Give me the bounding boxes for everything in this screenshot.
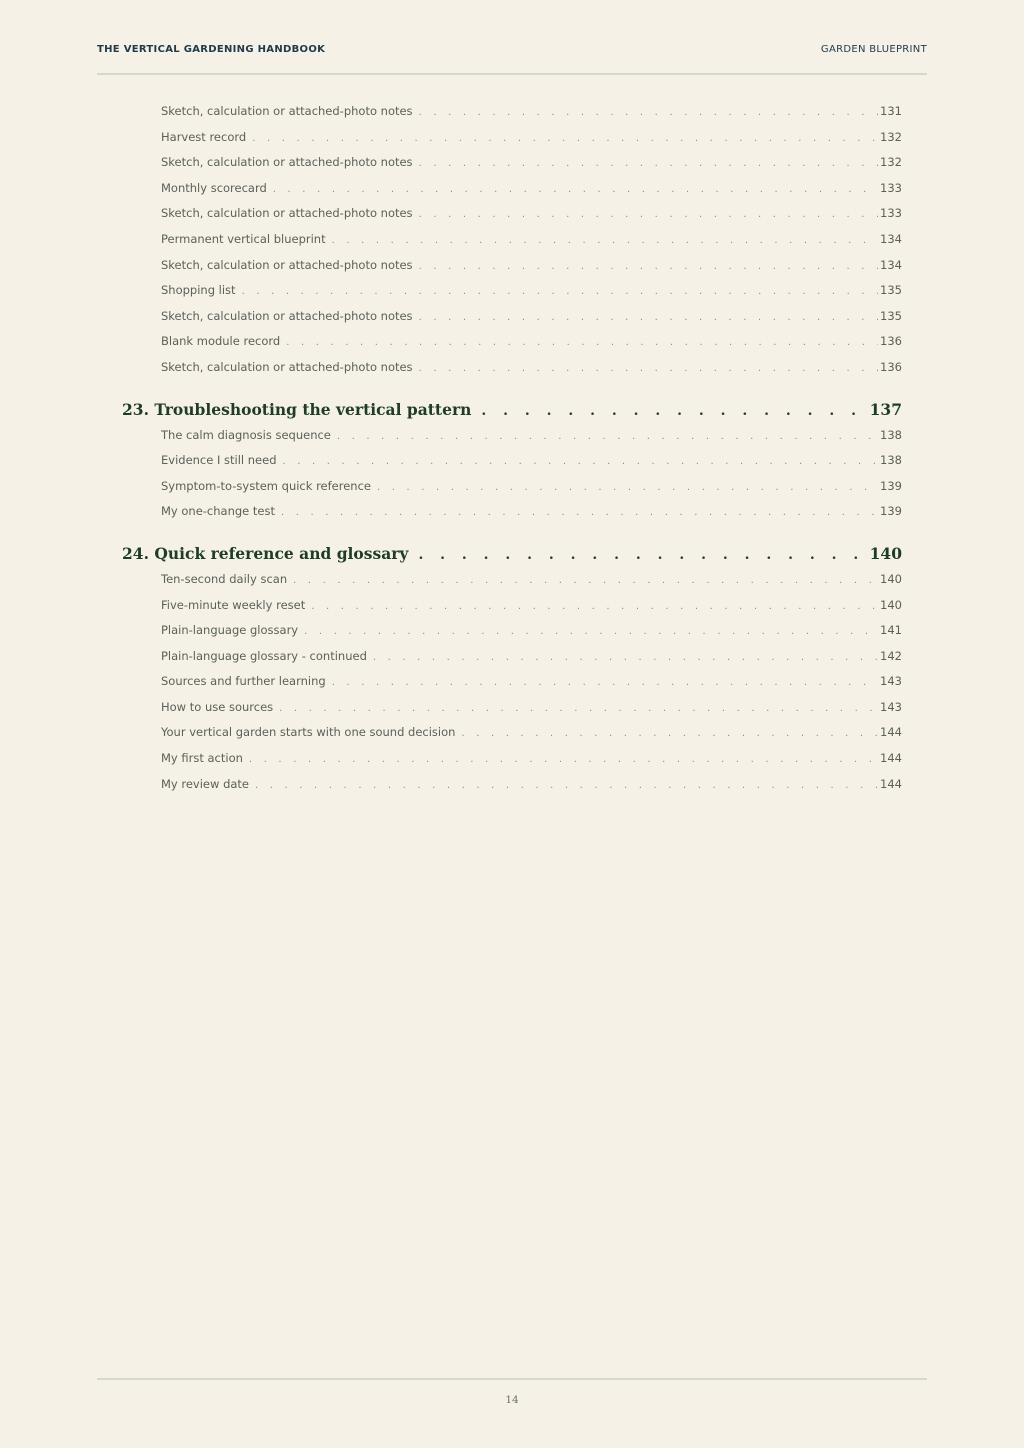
toc-entry-label: Sketch, calculation or attached-photo notes	[161, 359, 413, 374]
toc-entry-label: Sketch, calculation or attached-photo notes	[161, 206, 413, 221]
page-number: 14	[505, 1394, 519, 1406]
toc-entry[interactable]	[161, 674, 902, 700]
toc-entry-label: My review date	[161, 776, 250, 791]
toc-entry[interactable]	[161, 453, 902, 479]
toc-entry-page: 138	[880, 453, 902, 468]
toc-entry[interactable]	[161, 598, 902, 624]
toc-entry[interactable]	[161, 428, 902, 454]
toc-entry-page: 139	[880, 478, 902, 493]
dot-leader	[273, 184, 878, 195]
running-header	[97, 42, 927, 75]
toc-entry[interactable]	[161, 751, 902, 777]
dot-leader	[311, 601, 878, 612]
toc-entry-label: Monthly scorecard	[161, 180, 267, 195]
toc-entry-label: Symptom-to-system quick reference	[161, 478, 371, 493]
dot-leader	[419, 261, 878, 272]
toc-entry-page: 144	[880, 776, 902, 791]
section-title: GARDEN BLUEPRINT	[820, 44, 927, 55]
toc-entry[interactable]	[161, 623, 902, 649]
toc-entry-label: Sketch, calculation or attached-photo notes	[161, 104, 413, 118]
toc-entry[interactable]	[161, 258, 902, 284]
chapter-page: 140	[869, 543, 902, 563]
toc-entry-label: Ten-second daily scan	[161, 571, 288, 586]
dot-leader	[255, 780, 878, 791]
toc-entry-page: 133	[880, 206, 902, 221]
toc-entry-label: Shopping list	[161, 283, 236, 298]
toc-entry-label: Sketch, calculation or attached-photo notes	[161, 257, 413, 272]
dot-leader	[373, 652, 878, 663]
toc-entry-label: Sketch, calculation or attached-photo notes	[161, 155, 413, 170]
toc-entry[interactable]	[161, 130, 902, 156]
toc-entry-label: Blank module record	[161, 334, 281, 349]
toc-entry-label: Evidence I still need	[161, 453, 277, 468]
toc-entry-page: 134	[880, 257, 902, 272]
dot-leader	[461, 728, 878, 739]
toc-entry[interactable]	[161, 479, 902, 505]
dot-leader	[377, 482, 878, 493]
toc-entry[interactable]	[161, 309, 902, 335]
toc-entry[interactable]	[161, 181, 902, 207]
toc-entry-label: Sketch, calculation or attached-photo notes	[161, 308, 413, 323]
toc-entry[interactable]	[161, 360, 902, 386]
dot-leader	[419, 312, 878, 323]
toc-entry[interactable]	[161, 334, 902, 360]
toc-entry[interactable]	[161, 572, 902, 598]
toc-entry-label: The calm diagnosis sequence	[161, 427, 331, 442]
toc-entry-label: Sources and further learning	[161, 674, 326, 689]
toc-entry[interactable]	[161, 283, 902, 309]
toc-entry-page: 142	[880, 648, 902, 663]
toc-entry-label: My first action	[161, 751, 243, 766]
dot-leader	[249, 754, 878, 765]
toc-entry-page: 132	[880, 129, 902, 144]
dot-leader	[418, 547, 869, 563]
dot-leader	[337, 431, 878, 442]
dot-leader	[419, 363, 878, 374]
toc-entry[interactable]	[161, 504, 902, 530]
book-title: THE VERTICAL GARDENING HANDBOOK	[97, 44, 326, 55]
dot-leader	[252, 133, 878, 144]
toc-chapter-23[interactable]	[122, 400, 902, 424]
toc-entry-label: Harvest record	[161, 129, 247, 144]
toc-entry[interactable]	[161, 725, 902, 751]
footer-rule	[97, 1378, 927, 1380]
toc-entry-page: 135	[880, 283, 902, 298]
dot-leader	[304, 626, 878, 637]
toc-entry-label: Permanent vertical blueprint	[161, 231, 326, 246]
toc-entry-page: 139	[880, 504, 902, 519]
chapter-title: 23. Troubleshooting the vertical pattern	[122, 399, 472, 419]
dot-leader	[242, 286, 878, 297]
toc-entry-label: My one-change test	[161, 504, 275, 519]
toc-entry-page: 136	[880, 334, 902, 349]
toc-entry[interactable]	[161, 206, 902, 232]
toc-entry-page: 132	[880, 155, 902, 170]
dot-leader	[286, 337, 878, 348]
table-of-contents	[122, 104, 902, 802]
toc-entry[interactable]	[161, 777, 902, 803]
dot-leader	[279, 703, 878, 714]
toc-entry-page: 138	[880, 427, 902, 442]
toc-entry-page: 133	[880, 180, 902, 195]
chapter-title: 24. Quick reference and glossary	[122, 543, 409, 563]
toc-chapter-24[interactable]	[122, 544, 902, 568]
toc-entry-label: Plain-language glossary	[161, 623, 299, 638]
toc-entry-page: 144	[880, 725, 902, 740]
dot-leader	[481, 403, 869, 419]
chapter-page: 137	[869, 399, 902, 419]
toc-entry-page: 141	[880, 623, 902, 638]
toc-entry-page: 131	[880, 104, 902, 118]
dot-leader	[332, 235, 878, 246]
toc-entry-label: Plain-language glossary - continued	[161, 648, 367, 663]
toc-entry-page: 136	[880, 359, 902, 374]
toc-entry-label: How to use sources	[161, 699, 274, 714]
dot-leader	[419, 158, 878, 169]
toc-entry-label: Your vertical garden starts with one sound decision	[161, 725, 456, 740]
toc-entry-page: 140	[880, 597, 902, 612]
dot-leader	[419, 107, 878, 118]
toc-entry-page: 143	[880, 699, 902, 714]
dot-leader	[332, 677, 878, 688]
toc-entry[interactable]	[161, 104, 902, 130]
dot-leader	[283, 456, 879, 467]
toc-entry-page: 135	[880, 308, 902, 323]
toc-entry-page: 144	[880, 751, 902, 766]
toc-entry-page: 134	[880, 231, 902, 246]
toc-entry[interactable]	[161, 232, 902, 258]
dot-leader	[419, 209, 878, 220]
dot-leader	[281, 507, 878, 518]
toc-entry[interactable]	[161, 649, 902, 675]
toc-entry-page: 143	[880, 674, 902, 689]
toc-entry[interactable]	[161, 155, 902, 181]
toc-entry-label: Five-minute weekly reset	[161, 597, 306, 612]
dot-leader	[293, 575, 878, 586]
toc-entry-page: 140	[880, 571, 902, 586]
toc-entry[interactable]	[161, 700, 902, 726]
